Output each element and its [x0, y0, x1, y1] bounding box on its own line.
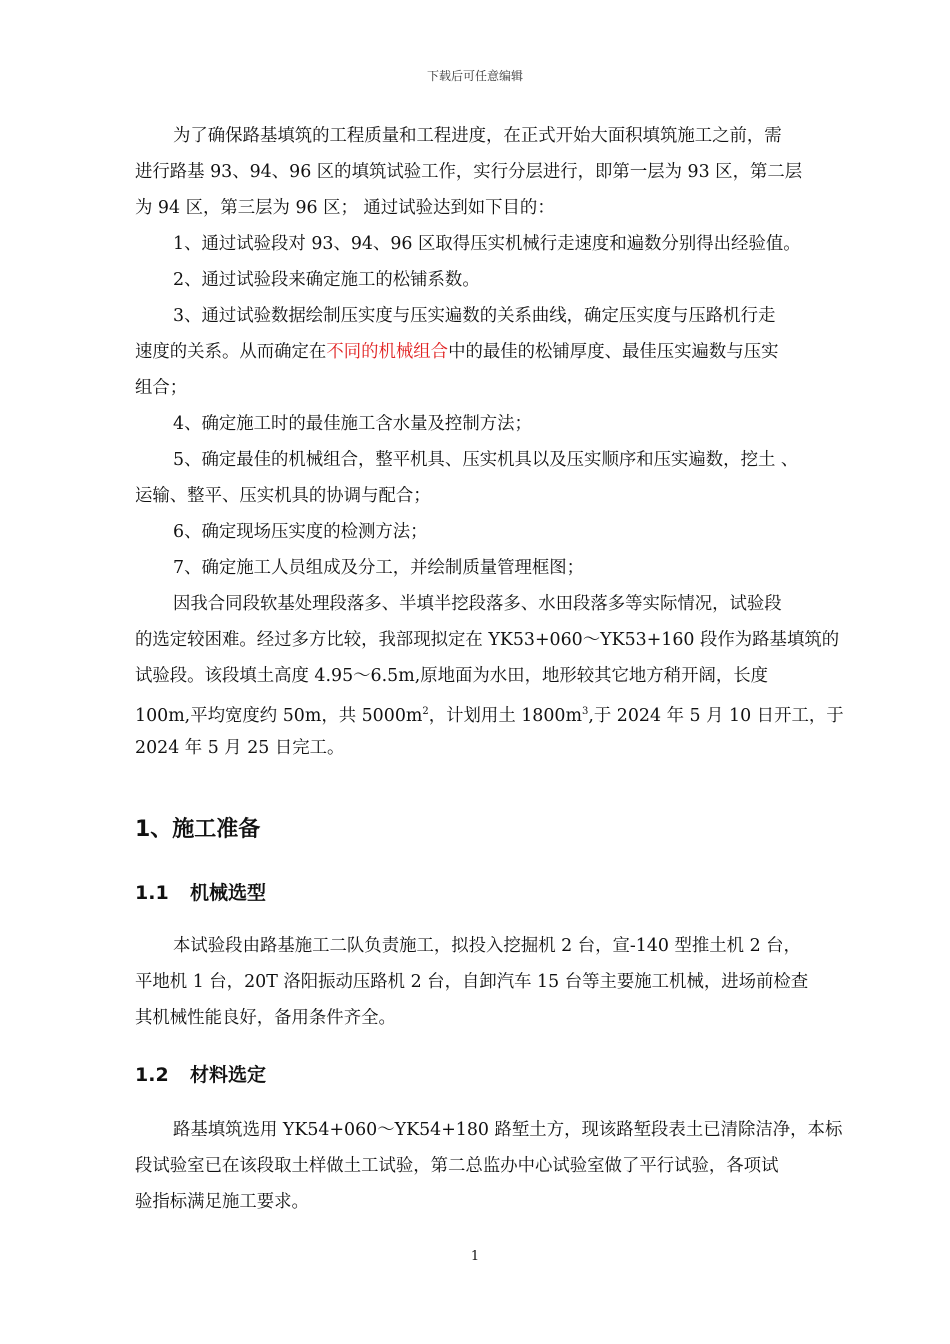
- goal-2: 2、通过试验段来确定施工的松铺系数。: [173, 270, 480, 290]
- material-line-3: 验指标满足施工要求。: [135, 1192, 309, 1212]
- intro-line: [135, 118, 863, 154]
- intro-line-2: 进行路基 93、94、96 区的填筑试验工作，实行分层进行，即第一层为 93 区，第二层: [135, 162, 803, 182]
- header-note: 下载后可任意编辑: [426, 69, 523, 83]
- site-line-4: [135, 694, 863, 734]
- section-1-2-title: 材料选定: [190, 1064, 267, 1086]
- page-number: 1: [470, 1249, 480, 1264]
- section-1-2-number: 1.2: [135, 1064, 169, 1086]
- volume-superscript: 3: [581, 706, 589, 717]
- machinery-line-1: 本试验段由路基施工二队负责施工，拟投入挖掘机 2 台，宣-140 型推土机 2 台，: [173, 936, 801, 956]
- site-line-3: 试验段。该段填土高度 4.95～6.5m,原地面为水田，地形较其它地方稍开阔，长度: [135, 666, 769, 686]
- section-1-1-title: 机械选型: [190, 882, 267, 904]
- area-superscript: 2: [422, 706, 429, 717]
- goal-5-line-1: 5、确定最佳的机械组合，整平机具、压实机具以及压实顺序和压实遍数，挖土 、: [173, 450, 799, 470]
- section-1-2-heading: [135, 1060, 266, 1087]
- material-line-2: 段试验室已在该段取土样做土工试验，第二总监办中心试验室做了平行试验，各项试: [135, 1156, 779, 1176]
- site-line-4-c: ,于 2024 年 5 月 10 日开工，于: [588, 705, 844, 726]
- goal-3-line-2: [135, 334, 863, 370]
- goal-1: 1、通过试验段对 93、94、96 区取得压实机械行走速度和遍数分别得出经验值。: [173, 234, 801, 254]
- goal-4: 4、确定施工时的最佳施工含水量及控制方法；: [173, 414, 532, 434]
- section-1-heading: 1、施工准备: [135, 817, 261, 842]
- goal-3-highlight: 不同的机械组合: [326, 342, 449, 362]
- goal-6: 6、确定现场压实度的检测方法；: [173, 522, 428, 542]
- material-line-1: 路基填筑选用 YK54+060～YK54+180 路堑土方，现该路堑段表土已清除洁净，本标: [173, 1120, 843, 1140]
- goal-5-line-2: 运输、整平、压实机具的协调与配合；: [135, 486, 431, 506]
- machinery-line-2: 平地机 1 台，20T 洛阳振动压路机 2 台，自卸汽车 15 台等主要施工机械，进场前检查: [135, 972, 809, 992]
- section-1-1-heading: [135, 878, 266, 905]
- machinery-line-3: 其机械性能良好，备用条件齐全。: [135, 1008, 396, 1028]
- goal-3-line-1: 3、通过试验数据绘制压实度与压实遍数的关系曲线，确定压实度与压路机行走: [173, 306, 776, 326]
- site-line-1: 因我合同段软基处理段落多、半填半挖段落多、水田段落多等实际情况，试验段: [173, 594, 782, 614]
- intro-line-1: 为了确保路基填筑的工程质量和工程进度，在正式开始大面积填筑施工之前，需: [173, 126, 782, 146]
- site-line-2: 的选定较困难。经过多方比较，我部现拟定在 YK53+060～YK53+160 段作为路基填筑的: [135, 630, 840, 650]
- intro-line-3: 为 94 区，第三层为 96 区； 通过试验达到如下目的：: [135, 198, 555, 218]
- goal-3-text-a: 速度的关系。从而确定在: [135, 342, 327, 362]
- site-line-5: 2024 年 5 月 25 日完工。: [135, 738, 345, 758]
- goal-3-text-b: 中的最佳的松铺厚度、最佳压实遍数与压实: [448, 342, 779, 362]
- site-line-4-a: 100m,平均宽度约 50m，共 5000m: [135, 705, 423, 726]
- goal-7: 7、确定施工人员组成及分工，并绘制质量管理框图；: [173, 558, 585, 578]
- goal-3-line-3: 组合；: [135, 378, 188, 398]
- section-1-1-number: 1.1: [135, 882, 169, 904]
- site-line-4-b: ，计划用土 1800m: [428, 705, 582, 726]
